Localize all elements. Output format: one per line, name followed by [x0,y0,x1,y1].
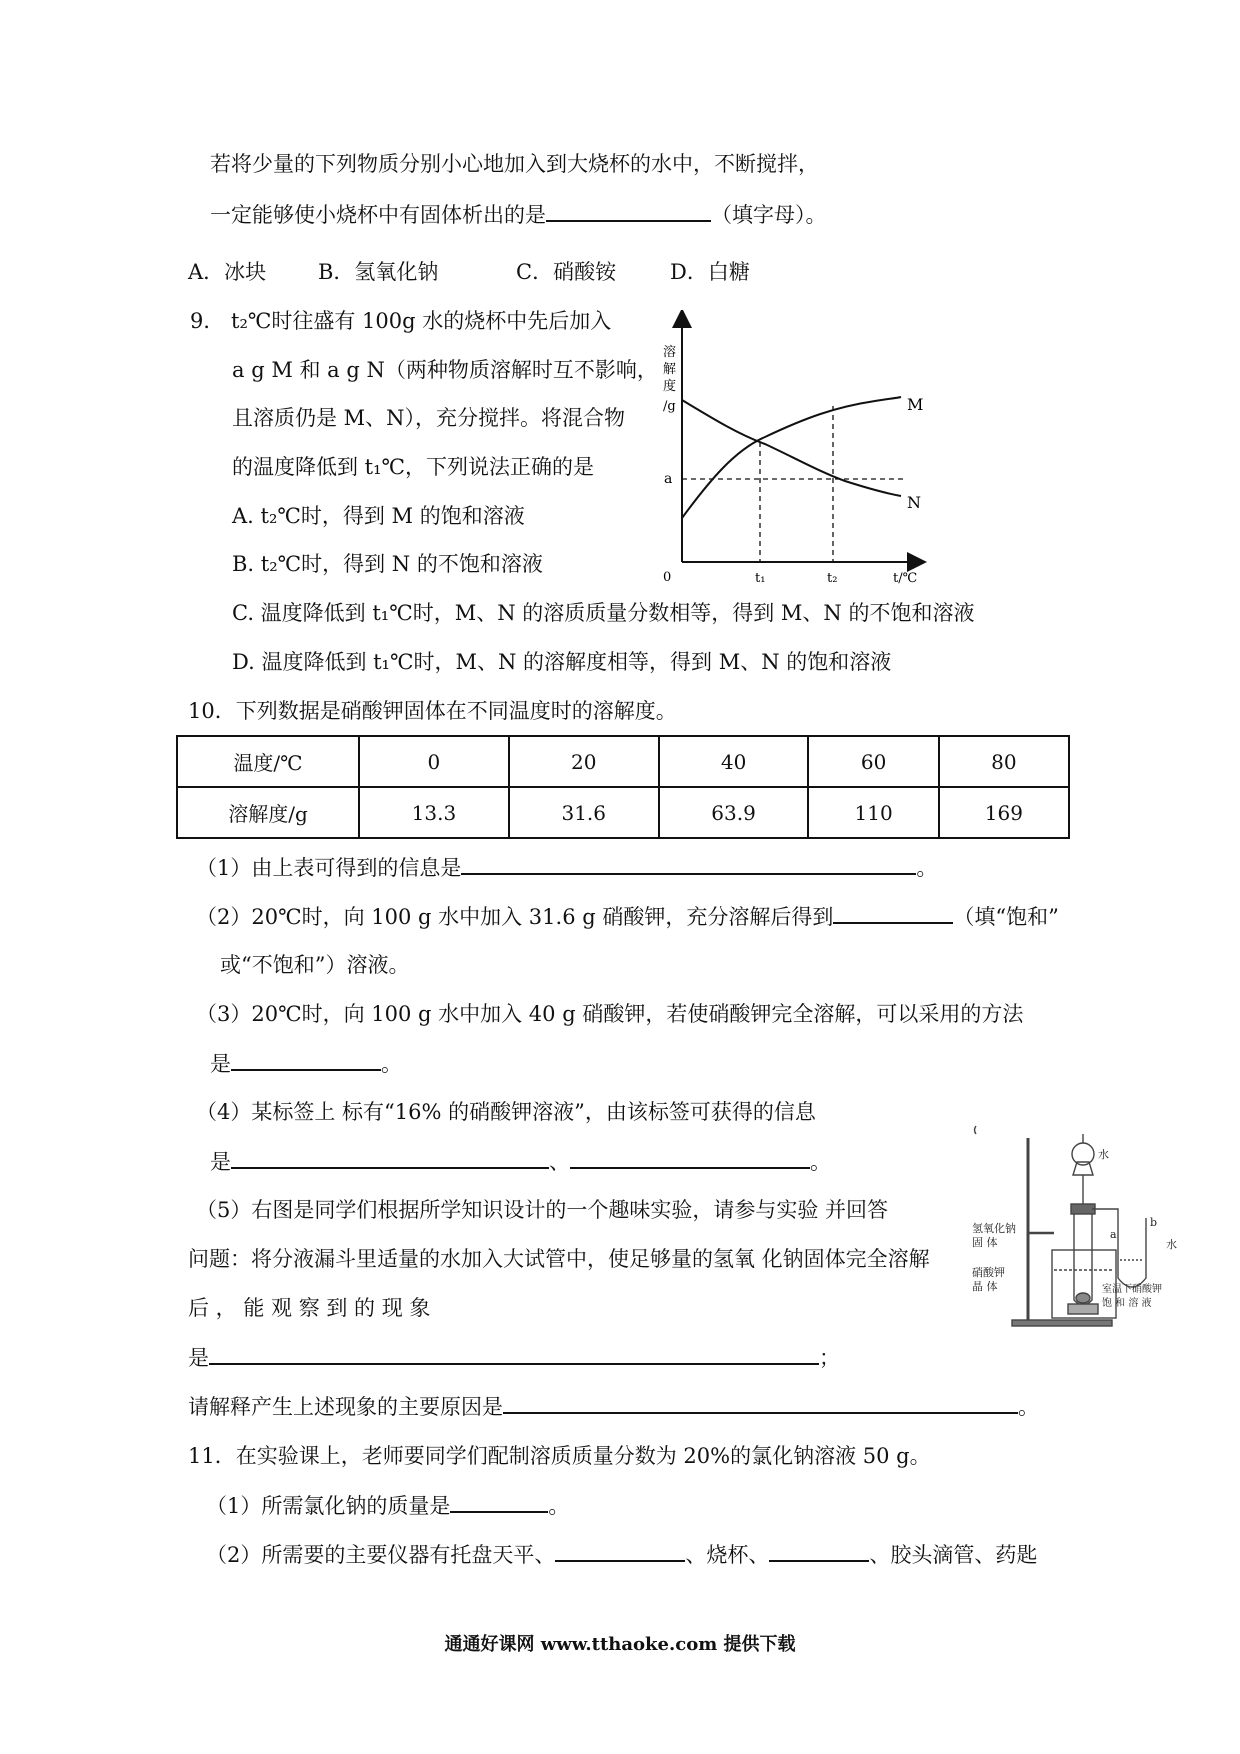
series-label-n: N [907,493,921,512]
q9-line4: 的温度降低到 t₁℃，下列说法正确的是 [232,455,595,479]
y-label-char-1: 溶 [663,345,677,360]
q8-line2 [210,200,827,229]
q10-part5-reason-text: 请解释产生上述现象的主要原因是 [188,1395,503,1419]
funnel-valve [1073,1162,1093,1175]
q10-part5-line4 [188,1343,840,1372]
q11-part2-text: （2）所需要的主要仪器有托盘天平、 [206,1543,556,1567]
q10-part5-line3: 后 ， 能 观 察 到 的 现 象 [188,1296,431,1320]
table-row [177,736,1069,787]
label-water-right: 水 [1166,1238,1177,1251]
corner-mark [975,1126,977,1134]
label-kno3-2: 晶 体 [972,1280,998,1293]
table-cell: 溶解度/g [177,787,359,838]
label-water-top: 水 [1098,1148,1109,1161]
q11-part1-text: （1）所需氯化钠的质量是 [206,1494,451,1518]
q8-option-b: B．氢氧化钠 [318,260,439,284]
x-axis-label: t/℃ [893,571,918,586]
label-naoh-2: 固 体 [972,1236,998,1249]
u-tube [1118,1218,1146,1287]
q10-part5-reason [188,1392,1039,1421]
q10-part4-text: 是 [210,1150,231,1174]
q11-part2 [206,1540,1037,1569]
q8-line2-text: 一定能够使小烧杯中有固体析出的是 [210,203,546,227]
table-cell: 31.6 [509,787,659,838]
q10-part5-text: 是 [188,1346,209,1370]
kno3-crystal [1068,1304,1098,1314]
y-tick-a: a [664,471,673,487]
q8-line2-suffix: （填字母）。 [711,203,827,227]
table-cell: 13.3 [359,787,509,838]
q11-part2-blank-1[interactable] [555,1540,685,1562]
apparatus-diagram [970,1120,1190,1335]
q10-part4-line2 [210,1147,831,1176]
q9-option-c: C. 温度降低到 t₁℃时，M、N 的溶质质量分数相等，得到 M、N 的不饱和溶液 [232,601,975,625]
q10-part2 [196,902,1059,931]
q10-part1-text: （1）由上表可得到的信息是 [196,856,462,880]
q11-part2-mid1: 、烧杯、 [685,1543,770,1567]
q10-part5-suffix: ； [819,1346,840,1370]
q10-part4-blank-1[interactable] [231,1147,549,1169]
q8-line1: 若将少量的下列物质分别小心地加入到大烧杯的水中，不断搅拌， [210,152,819,176]
curve-n [682,400,901,496]
page-footer: 通通好课网 www.tthaoke.com 提供下载 [444,1634,796,1655]
q10-part3-text: 是 [210,1052,231,1076]
q10-part3-blank[interactable] [231,1049,381,1071]
table-row [177,787,1069,838]
table-cell: 温度/℃ [177,736,359,787]
stand-base [1012,1320,1112,1326]
table-cell: 0 [359,736,509,787]
table-cell: 80 [939,736,1069,787]
q10-part4-suffix: 。 [810,1150,831,1174]
label-b: b [1150,1216,1158,1229]
q8-option-a: A．冰块 [188,260,267,284]
y-label-char-4: /g [663,399,676,414]
table-cell: 40 [659,736,809,787]
q10-part4-line1: （4）某标签上 标有“16% 的硝酸钾溶液”，由该标签可获得的信息 [196,1100,816,1124]
table-cell: 169 [939,787,1069,838]
q10-part3-line1: （3）20℃时，向 100 g 水中加入 40 g 硝酸钾，若使硝酸钾完全溶解，可以采用的方法 [196,1002,1024,1026]
q9-option-d: D. 温度降低到 t₁℃时，M、N 的溶解度相等，得到 M、N 的饱和溶液 [232,650,892,674]
q10-part2-line2: 或“不饱和”）溶液。 [220,953,410,977]
series-label-m: M [907,395,924,414]
q10-part5-reason-blank[interactable] [503,1392,1018,1414]
q9-line2: a g M 和 a g N（两种物质溶解时互不影响， [232,358,658,382]
table-cell: 20 [509,736,659,787]
y-label-char-2: 解 [663,362,677,377]
q10-part5-blank[interactable] [209,1343,819,1365]
origin-label: 0 [663,570,672,585]
x-tick-t1: t₁ [755,571,766,586]
table-cell: 63.9 [659,787,809,838]
x-tick-t2: t₂ [827,571,838,586]
q10-part1 [196,853,937,882]
label-naoh-1: 氢氧化钠 [972,1222,1016,1235]
q11-part1 [206,1491,569,1520]
y-label-char-3: 度 [663,379,677,394]
label-saturated-2: 饱 和 溶 液 [1102,1298,1152,1309]
q11-part2-mid2: 、胶头滴管、药匙 [869,1543,1038,1567]
naoh-solid [1076,1293,1090,1303]
q10-part4-blank-2[interactable] [570,1147,810,1169]
q9-option-a: A. t₂℃时，得到 M 的饱和溶液 [232,504,525,528]
solubility-table [176,735,1070,839]
q11-part1-suffix: 。 [548,1494,570,1518]
q10-part2-blank[interactable] [833,902,953,924]
q11-stem: 11．在实验课上，老师要同学们配制溶质质量分数为 20%的氯化钠溶液 50 g。 [188,1444,931,1468]
q10-part2-suffix: （填“饱和” [953,905,1059,929]
q11-part1-blank[interactable] [450,1491,548,1513]
table-cell: 110 [808,787,938,838]
label-saturated-1: 室温下硝酸钾 [1102,1284,1162,1295]
q11-part2-blank-2[interactable] [769,1540,869,1562]
q10-part2-text: （2）20℃时，向 100 g 水中加入 31.6 g 硝酸钾，充分溶解后得到 [196,905,834,929]
q9-line3: 且溶质仍是 M、N），充分搅拌。将混合物 [232,406,626,430]
y-axis-label [663,344,680,414]
q9-option-b: B. t₂℃时，得到 N 的不饱和溶液 [232,552,543,576]
q10-part3-suffix: 。 [381,1052,402,1076]
q10-part1-suffix: 。 [916,856,938,880]
label-kno3-1: 硝酸钾 [972,1266,1005,1279]
q10-part5-line1: （5）右图是同学们根据所学知识设计的一个趣味实验，请参与实验 并回答 [196,1198,889,1222]
q9-line1: 9． t₂℃时往盛有 100g 水的烧杯中先后加入 [190,309,612,333]
q8-option-d: D．白糖 [670,260,750,284]
test-tube [1074,1212,1092,1305]
label-a: a [1110,1228,1117,1241]
q10-part3-line2 [210,1049,402,1078]
q10-part5-line2: 问题：将分液漏斗里适量的水加入大试管中，使足够量的氢氧 化钠固体完全溶解 [188,1247,930,1271]
q10-part5-reason-suffix: 。 [1018,1395,1039,1419]
stopper [1071,1204,1095,1214]
q10-part4-separator: 、 [549,1150,570,1174]
q10-part1-blank[interactable] [461,853,916,875]
table-cell: 60 [808,736,938,787]
q10-stem: 10．下列数据是硝酸钾固体在不同温度时的溶解度。 [188,699,677,723]
solubility-chart [655,310,940,590]
q8-answer-blank[interactable] [546,200,711,222]
q8-option-c: C．硝酸铵 [516,260,617,284]
